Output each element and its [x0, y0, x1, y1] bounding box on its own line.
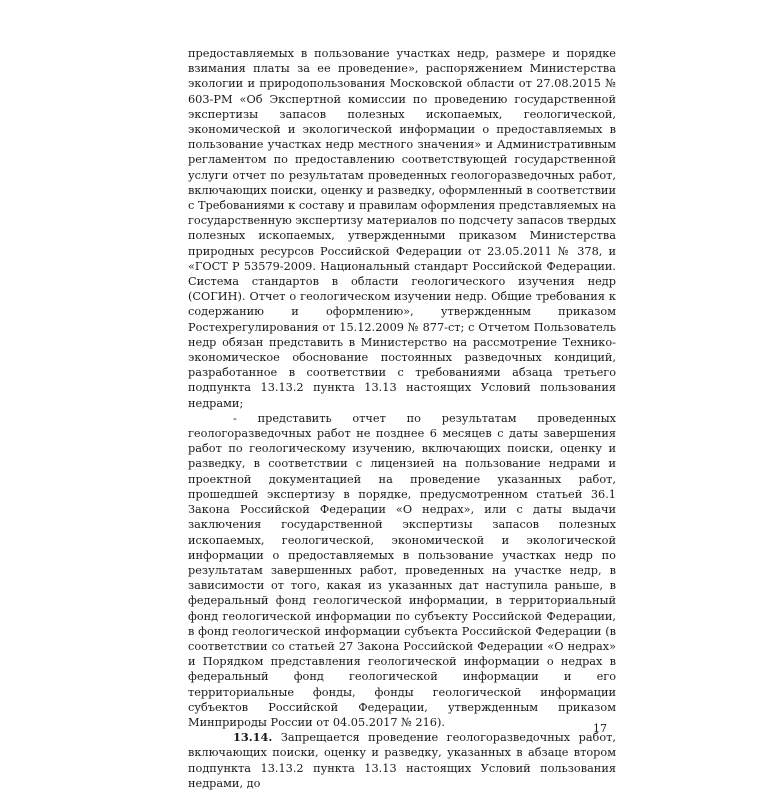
- paragraph-2: - представить отчет по результатам проведенных геологоразведочных работ не позднее 6 месяцев с даты завершения работ по геологическому изучению, включающих поиски, оценку и разведку, в соответствии с лицензией на пользование недрами и проектной документацией на проведение указанных работ, прошедшей экспертизу в порядке, предусмотренном статьей 36.1 Закона Российской Федерации «О недрах», или с даты выдачи заключения государственной экспертизы запасов полезных ископаемых, геологической, экономической и экологической информации о предоставляемых в пользование участках недр по результатам завершенных работ, проведенных на участке недр, в зависимости от того, какая из указанных дат наступила раньше, в федеральный фонд геологической информации, в территориальный фонд геологической информации по субъекту Российской Федерации, в фонд геологической информации субъекта Российской Федерации (в соответствии со статьей 27 Закона Российской Федерации «О недрах» и Порядком представления геологической информации о недрах в федеральный фонд геологической информации и его территориальные фонды, фонды геологической информации субъектов Российской Федерации, утвержденным приказом Минприроды России от 04.05.2017 № 216).: [188, 411, 616, 729]
- paragraph-1: предоставляемых в пользование участках недр, размере и порядке взимания платы за ее проведение», распоряжением Министерства экологии и природопользования Московской области от 27.08.2015 № 603-РМ «Об Экспертной комиссии по проведению государственной экспертизы запасов полезных ископаемых, геологической, экономической и экологической информации о предоставляемых в пользование участках недр местного значения» и Административным регламентом по предоставлению соответствующей государственной услуги отчет по результатам проведенных геологоразведочных работ, включающих поиски, оценку и разведку, оформленный в соответствии с Требованиями к составу и правилам оформления представляемых на государственную экспертизу материалов по подсчету запасов твердых полезных ископаемых, утвержденными приказом Министерства природных ресурсов Российской Федерации от 23.05.2011 № 378, и «ГОСТ Р 53579-2009. Национальный стандарт Российской Федерации. Система стандартов в области геологического изучения недр (СОГИН). Отчет о геологическом изучении недр. Общие требования к содержанию и оформлению», утвержденным приказом Ростехрегулирования от 15.12.2009 № 877-ст; с Отчетом Пользователь недр обязан представить в Министерство на рассмотрение Технико-экономическое обоснование постоянных разведочных кондиций, разработанное в соответствии с требованиями абзаца третьего подпункта 13.13.2 пункта 13.13 настоящих Условий пользования недрами;: [188, 47, 616, 410]
- paragraph-3-text: Запрещается проведение геологоразведочных работ, включающих поиски, оценку и разведку, указанных в абзаце втором подпункта 13.13.2 пункта 13.13 настоящих Условий пользования недрами, до: [188, 731, 616, 790]
- paragraph-3: [188, 730, 616, 791]
- document-body: [188, 46, 616, 791]
- page-number: 17: [593, 722, 607, 735]
- clause-number: 13.14.: [233, 730, 273, 745]
